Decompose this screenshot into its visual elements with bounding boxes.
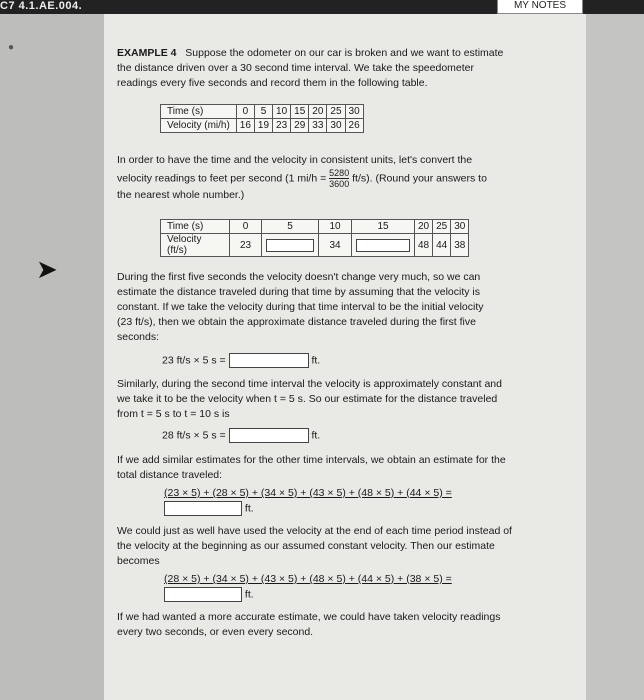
paragraph-total (117, 453, 506, 483)
intro-line: readings every five seconds and record them in the following table. (117, 77, 428, 89)
table-row (161, 105, 364, 119)
example-label: EXAMPLE 4 (117, 47, 177, 59)
table-cell: 15 (352, 220, 415, 234)
sum-left-endpoints (164, 486, 452, 516)
text-line: estimate the distance traveled during that time by assuming that the velocity is (117, 286, 481, 298)
intro-line: the distance driven over a 30 second time interval. We take the speedometer (117, 62, 475, 74)
text-line: the velocity at the beginning as our assumed constant velocity. Then our estimate (117, 540, 495, 552)
text-line: If we add similar estimates for the other time intervals, we obtain an estimate for the (117, 454, 506, 466)
table-cell: 0 (230, 220, 262, 234)
my-notes-tab[interactable]: MY NOTES (497, 0, 583, 14)
table-cell: 20 (309, 105, 327, 119)
text-line: becomes (117, 555, 160, 567)
paragraph-first-interval (117, 270, 484, 345)
text-line: constant. If we take the velocity during that time interval to be the initial velocity (117, 301, 484, 313)
table-cell: 19 (254, 119, 272, 133)
total-right-input[interactable] (164, 587, 242, 602)
unit-label: ft. (244, 588, 254, 601)
sum-expression: (28 × 5) + (34 × 5) + (43 × 5) + (48 × 5) + (44 × 5) + (38 × 5) = (164, 573, 452, 585)
left-margin (0, 14, 104, 700)
text-line: we take it to be the velocity when t = 5 s. So our estimate for the distance traveled (117, 393, 498, 405)
equation-first (162, 353, 320, 368)
table-row (161, 234, 469, 257)
table-cell: 20 (415, 220, 433, 234)
text-line: During the first five seconds the velocity doesn't change very much, so we can (117, 271, 481, 283)
fraction-numerator: 5280 (329, 168, 350, 178)
mouse-pointer-icon: ➤ (36, 254, 58, 284)
table-cell: 10 (319, 220, 352, 234)
table-cell: 23 (273, 119, 291, 133)
table-cell: 16 (236, 119, 254, 133)
text-line: (23 ft/s), then we obtain the approximate distance traveled during the first five (117, 316, 476, 328)
conversion-fraction (329, 168, 349, 189)
margin-mark: ● (8, 42, 15, 53)
table-cell: 30 (345, 105, 363, 119)
equation-text: 28 ft/s × 5 s = (162, 429, 226, 442)
text-line: Similarly, during the second time interval the velocity is approximately constant and (117, 378, 502, 390)
unit-label: ft. (311, 429, 321, 442)
table-cell: 25 (327, 105, 345, 119)
text-line: velocity readings to feet per second (1 mi/h = (117, 172, 327, 185)
text-line: the nearest whole number.) (117, 189, 245, 201)
table-cell: 29 (291, 119, 309, 133)
velocity-5s-input[interactable] (266, 239, 314, 252)
table-cell: 44 (433, 234, 451, 257)
sum-expression: (23 × 5) + (28 × 5) + (34 × 5) + (43 × 5) + (48 × 5) + (44 × 5) = (164, 487, 452, 499)
sum-right-endpoints (164, 572, 452, 602)
table-cell: 0 (236, 105, 254, 119)
text-line: In order to have the time and the velocity in consistent units, let's convert the (117, 154, 473, 166)
table-cell: 33 (309, 119, 327, 133)
velocity-15s-input[interactable] (356, 239, 410, 252)
table-row (161, 220, 469, 234)
velocity-fts-table (160, 219, 469, 257)
fraction-denominator: 3600 (329, 179, 350, 189)
table-cell: 34 (319, 234, 352, 257)
text-line: seconds: (117, 331, 160, 343)
conversion-text (117, 153, 487, 203)
table-header: Time (s) (161, 220, 230, 234)
distance-second-input[interactable] (229, 428, 309, 443)
table-cell: 15 (291, 105, 309, 119)
table-cell: 5 (262, 220, 319, 234)
example-intro (117, 46, 503, 91)
table-cell: 5 (254, 105, 272, 119)
problem-code: C7 4.1.AE.004. (0, 0, 83, 12)
table-cell: 30 (327, 119, 345, 133)
paragraph-end-velocity (117, 524, 512, 569)
table-header: Time (s) (161, 105, 237, 119)
paragraph-accuracy (117, 610, 500, 640)
text-line: total distance traveled: (117, 469, 223, 481)
text-line: If we had wanted a more accurate estimate, we could have taken velocity readings (117, 611, 501, 623)
equation-second (162, 428, 320, 443)
table-header: Velocity (mi/h) (161, 119, 237, 133)
distance-first-input[interactable] (229, 353, 309, 368)
table-cell: 10 (273, 105, 291, 119)
intro-line: Suppose the odometer on our car is broken and we want to estimate (185, 47, 504, 59)
table-row (161, 119, 364, 133)
table-cell: 48 (415, 234, 433, 257)
table-cell: 23 (230, 234, 262, 257)
total-left-input[interactable] (164, 501, 242, 516)
table-cell: 26 (345, 119, 363, 133)
equation-text: 23 ft/s × 5 s = (162, 354, 226, 367)
table-header: Velocity (ft/s) (161, 234, 230, 257)
text-line: ft/s). (Round your answers to (352, 172, 487, 185)
text-line: from t = 5 s to t = 10 s is (117, 408, 230, 420)
unit-label: ft. (244, 502, 254, 515)
table-cell: 25 (433, 220, 451, 234)
table-cell: 30 (451, 220, 469, 234)
paragraph-second-interval (117, 377, 502, 422)
text-line: every two seconds, or even every second. (117, 626, 314, 638)
table-cell: 38 (451, 234, 469, 257)
velocity-mih-table (160, 104, 364, 133)
right-margin (586, 14, 644, 700)
unit-label: ft. (311, 354, 321, 367)
text-line: We could just as well have used the velocity at the end of each time period instead of (117, 525, 512, 537)
